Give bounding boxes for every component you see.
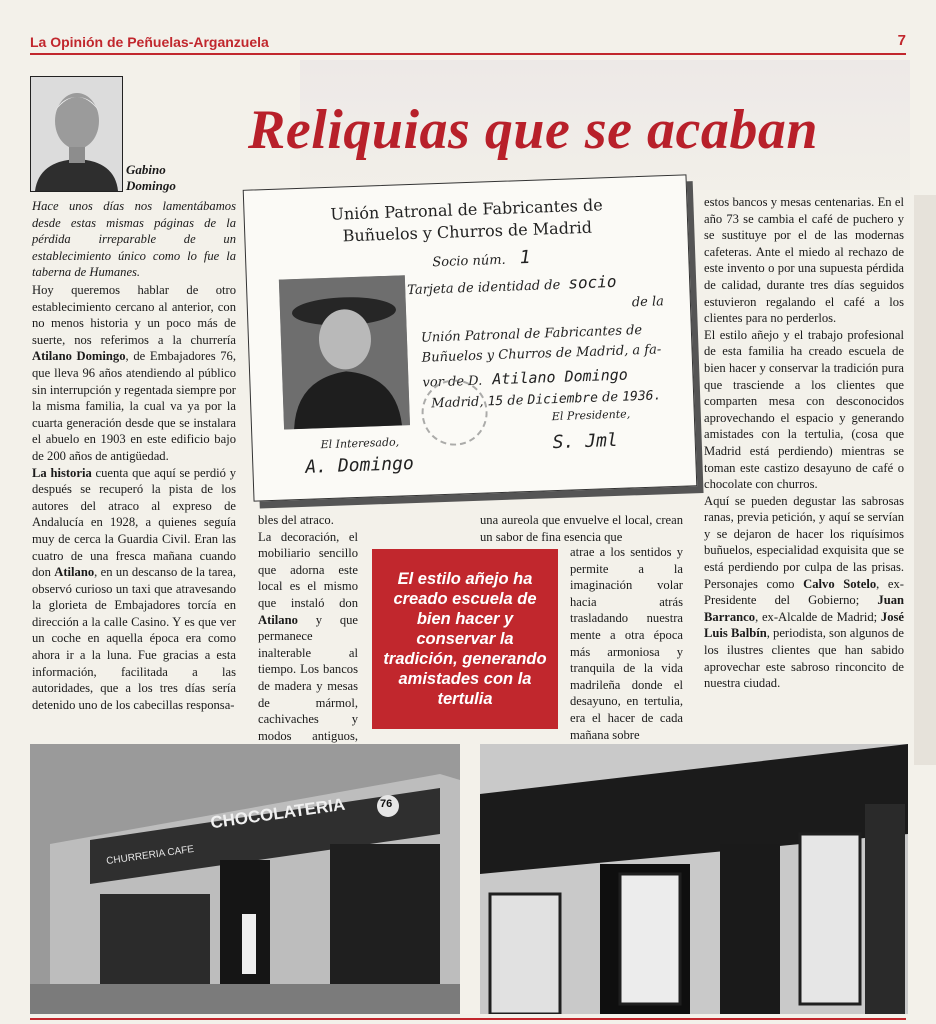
founder-portrait-image: [279, 275, 410, 429]
shop-sign-small: CHURRERIA CAFE: [105, 843, 195, 868]
page-number: 7: [897, 32, 906, 49]
membership-card: Unión Patronal de Fabricantes de Buñuelos y Churros de Madrid Socio núm. 1 Tarjeta de identidad de socio de la Unión Patronal de Fabricantes de Buñuelos y Churros de Madrid, a fa- vor de D. Atilano Domingo Madrid, 15 de Diciembre de 1936. El Interesado, A. Domingo El Presidente, S. Jml: [243, 174, 698, 501]
author-portrait-image: [31, 77, 122, 191]
shop-photo-exterior: [30, 744, 460, 1014]
founder-photo: [279, 275, 410, 429]
author-byline: [126, 162, 176, 194]
author-portrait: [30, 76, 123, 192]
article-headline: Reliquias que se acaban: [248, 99, 818, 161]
name-atilano: Atilano: [54, 565, 95, 580]
article-intro: Hace unos días nos lamentábamos desde estas mismas páginas de la pérdida irreparable de un establecimiento único como lo fue la taberna de Humanes.: [32, 199, 236, 280]
publication-name: La Opinión de Peñuelas-Arganzuela: [30, 34, 269, 50]
col1-paragraph-2: La historia cuenta que aquí se perdió y después se recuperó la pista de los autores del atraco al expreso de Andalucía en 1928, a quienes seguía muy de cerca la Guardia Civil. Eran las cuatro de una fresca mañana cuando don Atilano, en un descanso de la tarea, observó curioso un taxi que atravesando la glorieta de Embajadores torcía en dirección a la calle Casino. Y es que ver un coche en aquella época era como ahora ir a la luna. Fue gracias a esta información, facilitada a las autoridades, que a los tres días sería detenido uno de los cabecillas responsa-: [32, 465, 236, 712]
shop-photo-old: [480, 744, 908, 1014]
column-3-top: una aureola que envuelve el local, crean un sabor de fina esencia que: [480, 513, 683, 544]
presidente-signature: S. Jml: [552, 429, 619, 454]
author-first-name: Gabino: [126, 162, 166, 177]
footer-rule: [30, 1018, 906, 1020]
column-4: estos bancos y mesas centenarias. En el año 73 se cambia el café de puchero y se sustituye por el de las modernas cafeteras. Ante el miedo al rechazo de este invento o por una supuesta pérdida de calidad, durante tres días seguidos estuvieron regalando el café a los clientes para no perderlos. El estilo añejo y el trabajo profesional de esta familia ha creado escuela de bien hacer y conservar la tradición pura que trasciende a los clientes que comparten mesa con desconocidos aprovechando el espacio y generando amistades con la tertulia, (cosa que Madrid está perdiendo) mientras se toman este castizo desayuno de café o chocolate con churros. Aquí se pueden degustar las sabrosas ranas, previa petición, y aquí se servían y se dejaron de hacer los riquísimos buñuelos, especialidad exquisita que se está perdiendo por culpa de las prisas. Personajes como Calvo Sotelo, ex-Presidente del Gobierno; Juan Barranco, ex-Alcalde de Madrid; José Luis Balbín, periodista, son algunos de los ilustres clientes que han sabido aprovechar este sabroso rinconcito de nuestra ciudad.: [704, 195, 905, 691]
header-rule: [30, 53, 906, 55]
name-atilano: Atilano: [258, 612, 298, 627]
author-last-name: Domingo: [126, 178, 176, 193]
pull-quote: El estilo añejo ha creado escuela de bien hacer y conservar la tradición, generando amistades con la tertulia: [372, 549, 558, 729]
name-atilano-domingo: Atilano Domingo: [32, 349, 126, 364]
shop-facade-image: [30, 744, 460, 1014]
column-3: atrae a los sentidos y permite a la imaginación volar hacia atrás trasladando nuestra mente a otra época más armoniosa y tranquila de la vida madrileña donde el desayuno, en tertulia, era el hacer de cada mañana sobre: [570, 545, 683, 742]
shop-sign-text: CHOCOLATERIA: [209, 794, 347, 833]
shop-sign-number: 76: [380, 798, 393, 810]
column-2: bles del atraco. La decoración, el mobiliario sencillo que adorna este local es el mismo que instaló don Atilano y que permanece inalterable al tiempo. Los bancos de madera y mesas de mármol, cachivaches y modos antiguos,: [258, 513, 358, 743]
card-title: Unión Patronal de Fabricantes de Buñuelos y Churros de Madrid: [330, 195, 603, 246]
column-1: [32, 282, 236, 713]
interesado-signature: A. Domingo: [305, 453, 415, 478]
card-holder-name: Atilano Domingo: [492, 365, 629, 389]
old-shop-facade-image: [480, 744, 908, 1014]
bleed-through-margin: [914, 195, 936, 765]
section-lead: La historia: [32, 465, 92, 480]
col1-paragraph-1: Hoy queremos hablar de otro establecimiento cercano al anterior, con no menos historia y un poco más de suerte, nos referimos a la churrería Atilano Domingo, de Embajadores 76, que lleva 96 años atendiendo al público sin interrupción y regentada siempre por la misma familia, la cual va ya por la cuarta generación desde que se instalara el abuelo en 1903 en este edificio bajo de 200 años de antigüedad.: [32, 283, 237, 463]
